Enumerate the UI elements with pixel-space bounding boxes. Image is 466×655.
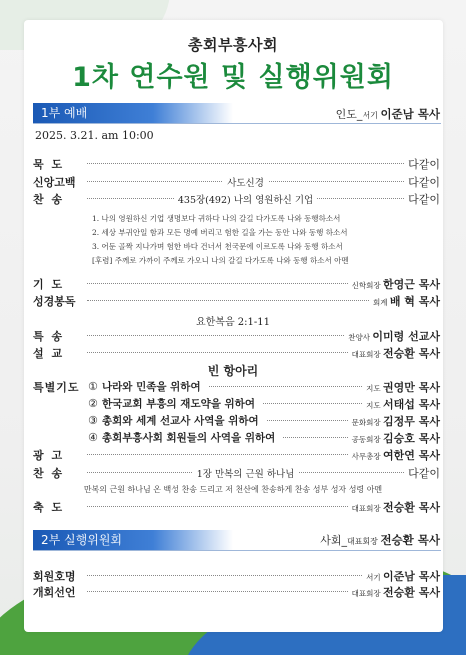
- leader-role: 인도_: [335, 108, 363, 121]
- order-row: [33, 175, 440, 188]
- leader-title: 대표회장: [351, 349, 384, 359]
- order-leader: 한영근 목사: [383, 277, 440, 291]
- order-leader: 전승환 목사: [383, 585, 440, 599]
- section-divider: [33, 550, 441, 551]
- doxology-lyrics: 만복의 근원 하나님 온 백성 찬송 드리고 저 천산에 찬송하게 찬송 성부 성자 성령 아멘: [83, 485, 383, 494]
- leader-title: 대표회장: [346, 537, 381, 546]
- leader-title: 문화회장: [351, 417, 384, 427]
- prayer-row: [33, 380, 440, 393]
- part1-leader: [336, 106, 440, 122]
- order-label: 묵 도: [33, 157, 65, 171]
- order-row: [33, 466, 440, 479]
- order-leader: 다같이: [408, 157, 440, 171]
- order-row: [33, 448, 440, 461]
- order-leader: 다같이: [408, 466, 440, 480]
- leader-name: 이준남 목사: [380, 107, 440, 121]
- order-label: 특 송: [33, 329, 65, 343]
- hymn-verse: 2. 세상 부귀안일 함과 모든 명예 버리고 험한 길을 가는 동안 나와 동행 하소서: [92, 228, 348, 237]
- order-leader: 전승환 목사: [383, 500, 440, 514]
- part2-heading: 2부 실행위원회: [33, 530, 233, 550]
- order-leader: 여한연 목사: [383, 448, 440, 462]
- leader-title: 대표회장: [351, 503, 384, 513]
- leader-role: 사회_: [320, 534, 347, 547]
- order-label: 기 도: [33, 277, 65, 291]
- prayer-topic: 나라와 민족을 위하여: [102, 381, 201, 393]
- prayer-row: [33, 397, 440, 410]
- part2-leader: [320, 532, 440, 548]
- order-row: [33, 157, 440, 170]
- prayer-number: ③: [88, 414, 98, 427]
- leader-title: 찬양사: [348, 332, 373, 342]
- order-row: [33, 585, 440, 598]
- order-leader: 다같이: [408, 175, 440, 189]
- leader-title: 회계: [372, 297, 390, 307]
- leader-title: 서기: [362, 111, 381, 120]
- order-row: [33, 294, 440, 307]
- hymn-verse: 3. 어둔 골짝 지나가며 험한 바다 건너서 천국문에 이르도록 나와 동행 하소서: [92, 242, 343, 251]
- order-label: 신앙고백: [33, 175, 76, 189]
- order-leader: 전승환 목사: [383, 346, 440, 360]
- scripture-reference: 요한복음 2:1-11: [195, 317, 271, 328]
- prayer-number: ②: [88, 397, 98, 410]
- order-label: 축 도: [33, 500, 65, 514]
- order-label: 회원호명: [33, 569, 76, 583]
- order-row: [33, 569, 440, 582]
- leader-name: 전승환 목사: [380, 533, 440, 547]
- prayer-row: [33, 414, 440, 427]
- order-content: 사도신경: [223, 178, 268, 189]
- order-leader: 이준남 목사: [383, 569, 440, 583]
- order-row: [33, 500, 440, 513]
- leader-title: 사무총장: [351, 451, 384, 461]
- order-leader: 배 혁 목사: [389, 294, 440, 308]
- order-label: 찬 송: [33, 192, 65, 206]
- prayer-row: [33, 431, 440, 444]
- prayer-number: ①: [88, 380, 98, 393]
- leader-title: 지도: [366, 400, 384, 410]
- order-row: [33, 192, 440, 205]
- order-content: 435장(492) 나의 영원하신 기업: [174, 195, 317, 206]
- prayer-label: 특별기도: [33, 380, 80, 394]
- leader-title: 신학회장: [351, 280, 384, 290]
- hymn-verse: 1. 나의 영원하신 기업 생명보다 귀하다 나의 갈길 다가도록 나와 동행하소서: [92, 214, 341, 223]
- prayer-number: ④: [88, 431, 98, 444]
- part1-heading: 1부 예배: [33, 103, 233, 123]
- service-date: 2025. 3.21. am 10:00: [35, 129, 154, 142]
- order-label: 성경봉독: [33, 294, 76, 308]
- prayer-leader: 서태섭 목사: [383, 397, 440, 411]
- prayer-topic: 총회와 세계 선교사 사역을 위하여: [102, 415, 259, 427]
- leader-title: 공동회장: [351, 434, 384, 444]
- leader-title: 지도: [366, 383, 384, 393]
- organization-name: 총회부흥사회: [188, 36, 278, 54]
- program-title: 1차 연수원 및 실행위원회: [72, 62, 394, 93]
- order-row: [33, 329, 440, 342]
- order-label: 광 고: [33, 448, 65, 462]
- leader-title: 대표회장: [351, 588, 384, 598]
- order-leader: 다같이: [408, 192, 440, 206]
- prayer-leader: 김승호 목사: [383, 431, 440, 445]
- hymn-verse: [후렴] 주께로 가까이 주께로 가오니 나의 갈길 다가도록 나와 동행 하소서 아멘: [92, 256, 349, 265]
- prayer-topic: 총회부흥사회 회원들의 사역을 위하여: [102, 432, 276, 444]
- order-leader: 이미령 선교사: [372, 329, 440, 343]
- order-label: 설 교: [33, 346, 65, 360]
- sermon-title: 빈 항아리: [207, 364, 259, 378]
- order-row: [33, 346, 440, 359]
- order-content: 1장 만복의 근원 하나님: [193, 469, 299, 480]
- order-label: 찬 송: [33, 466, 65, 480]
- section-divider: [33, 123, 441, 124]
- leader-title: 서기: [366, 572, 384, 582]
- prayer-topic: 한국교회 부흥의 재도약을 위하여: [102, 398, 255, 410]
- order-label: 개회선언: [33, 585, 76, 599]
- prayer-leader: 권영만 목사: [383, 380, 440, 394]
- order-row: [33, 277, 440, 290]
- prayer-leader: 김정무 목사: [383, 414, 440, 428]
